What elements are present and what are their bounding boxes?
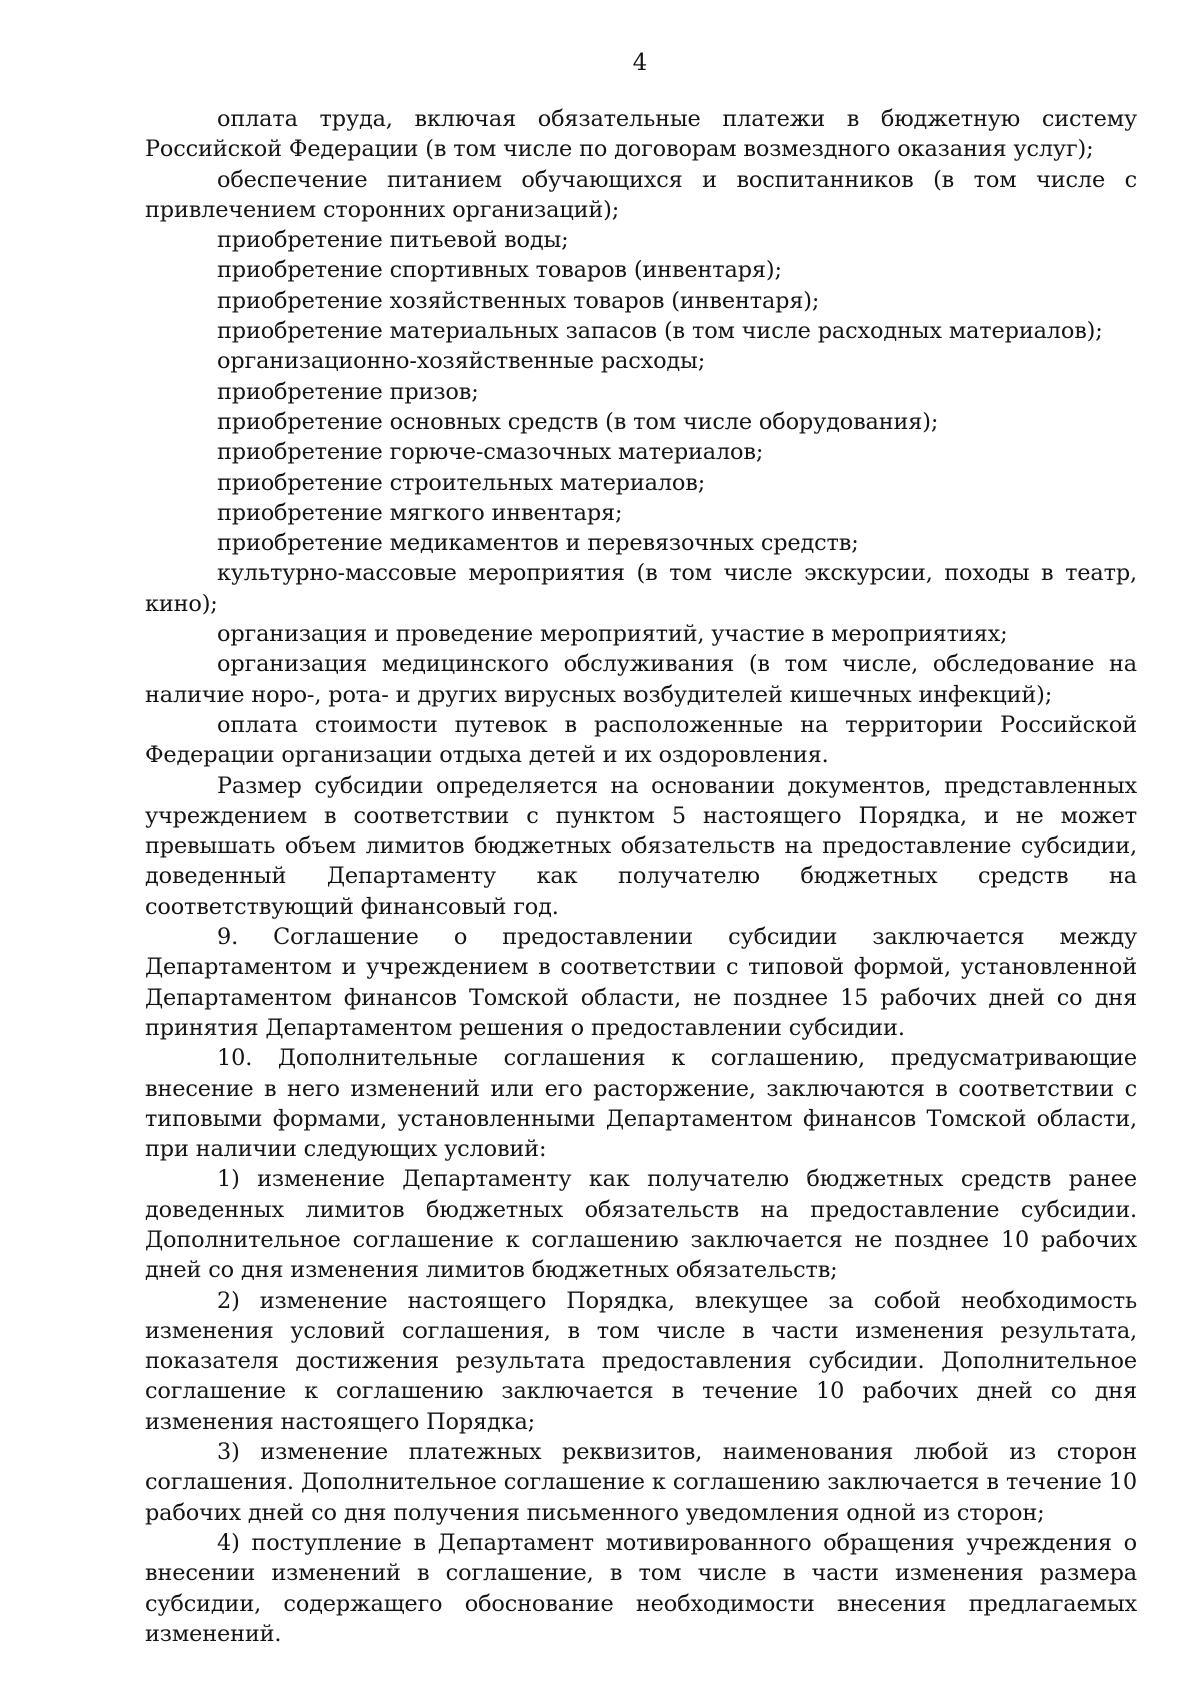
paragraph: 4) поступление в Департамент мотивированного обращения учреждения о внесении изменений в соглашение, в том числе в части изменения размера субсидии, содержащего обоснование необходимости внесения предлагаемых изменений. [145,1529,1137,1647]
paragraph: приобретение горюче-смазочных материалов; [217,439,764,466]
paragraph: организация и проведение мероприятий, участие в мероприятиях; [217,621,1008,648]
paragraph: оплата стоимости путевок в расположенные на территории Российской Федерации организации отдыха детей и их оздоровления. [145,711,1137,769]
paragraph: приобретение строительных материалов; [217,469,706,496]
paragraph: приобретение мягкого инвентаря; [217,499,623,526]
paragraph: 9. Соглашение о предоставлении субсидии заключается между Департаментом и учреждением в соответствии с типовой формой, установленной Департаментом финансов Томской области, не позднее 15 рабочих дней со дня принятия Департаментом решения о предоставлении субсидии. [145,924,1137,1041]
paragraph: приобретение материальных запасов (в том числе расходных материалов); [217,318,1103,345]
paragraph: приобретение призов; [217,378,479,405]
paragraph: 3) изменение платежных реквизитов, наименования любой из сторон соглашения. Дополнительное соглашение к соглашению заключается в течение 10 рабочих дней со дня получения письменного уведомления одной из сторон; [145,1439,1137,1526]
paragraph: организация медицинского обслуживания (в том числе, обследование на наличие норо-, рота- и других вирусных возбудителей кишечных инфекций); [145,651,1137,708]
paragraph: оплата труда, включая обязательные платежи в бюджетную систему Российской Федерации (в том числе по договорам возмездного оказания услуг); [145,106,1137,163]
paragraph: 2) изменение настоящего Порядка, влекущее за собой необходимость изменения условий соглашения, в том числе в части изменения результата, показателя достижения результата предоставления субсидии. Дополнительное соглашение к соглашению заключается в течение 10 рабочих дней со дня изменения настоящего Порядка; [145,1287,1137,1435]
page-number: 4 [632,50,648,76]
paragraph: 10. Дополнительные соглашения к соглашению, предусматривающие внесение в него изменений или его расторжение, заключаются в соответствии с типовыми формами, установленными Департаментом финансов Томской области, при наличии следующих условий: [145,1045,1137,1163]
paragraph: культурно-массовые мероприятия (в том числе экскурсии, походы в театр, кино); [145,560,1137,617]
paragraph: обеспечение питанием обучающихся и воспитанников (в том числе с привлечением сторонних организаций); [145,166,1137,223]
paragraph: Размер субсидии определяется на основании документов, представленных учреждением в соответствии с пунктом 5 настоящего Порядка, и не может превышать объем лимитов бюджетных обязательств на предоставление субсидии, доведенный Департаменту как получателю бюджетных средств на соответствующий финансовый год. [145,772,1137,920]
paragraph: 1) изменение Департаменту как получателю бюджетных средств ранее доведенных лимитов бюджетных обязательств на предоставление субсидии. Дополнительное соглашение к соглашению заключается не позднее 10 рабочих дней со дня изменения лимитов бюджетных обязательств; [145,1166,1137,1284]
paragraph: организационно-хозяйственные расходы; [217,348,706,375]
paragraph: приобретение основных средств (в том числе оборудования); [217,408,939,435]
paragraph: приобретение спортивных товаров (инвентаря); [217,257,782,284]
paragraph: приобретение медикаментов и перевязочных средств; [217,530,859,557]
paragraph: приобретение питьевой воды; [217,227,569,254]
paragraph: приобретение хозяйственных товаров (инвентаря); [217,287,820,314]
document-body [145,104,1137,1649]
